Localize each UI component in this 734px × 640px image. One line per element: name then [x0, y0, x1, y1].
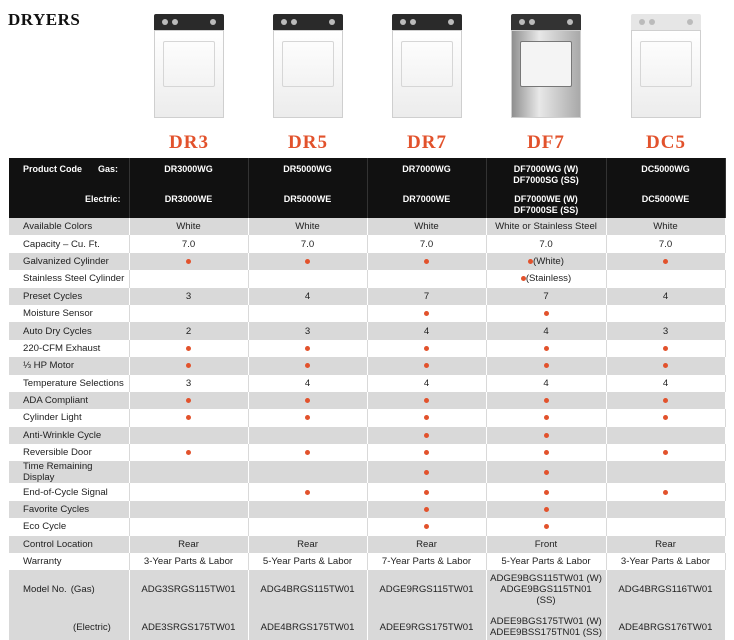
model-number-gas — [248, 570, 367, 608]
header-row-electric — [9, 188, 725, 218]
spec-value — [606, 253, 725, 270]
model-number-gas — [606, 570, 725, 608]
spec-value — [248, 409, 367, 426]
spec-value — [606, 461, 725, 483]
feature-dot-icon — [663, 415, 668, 420]
knob-icon — [281, 19, 287, 25]
code-line: ADG4BRGS115TW01 — [260, 583, 355, 595]
spec-value: 3 — [129, 375, 248, 392]
header-label — [9, 188, 129, 218]
spec-value — [129, 483, 248, 500]
door — [163, 41, 215, 87]
feature-dot-icon — [424, 311, 429, 316]
spec-value — [248, 501, 367, 518]
spec-label: End-of-Cycle Signal — [9, 483, 129, 500]
spec-value: White — [248, 218, 367, 235]
spec-label: Reversible Door — [9, 444, 129, 461]
spec-value — [129, 461, 248, 483]
code-line: DR7000WE — [402, 194, 451, 204]
spec-label: Warranty — [9, 553, 129, 570]
spec-value — [606, 357, 725, 374]
spec-row — [9, 305, 725, 322]
code-line: ADGE9BGS115TN01 (SS) — [500, 583, 592, 606]
feature-dot-icon — [186, 415, 191, 420]
spec-value: 4 — [486, 322, 606, 339]
code-line: ADG4BRGS116TW01 — [618, 583, 713, 595]
spec-value: 7.0 — [129, 235, 248, 252]
product-code-gas — [606, 158, 725, 188]
spec-value — [129, 427, 248, 444]
spec-value — [367, 483, 486, 500]
spec-label: ⅓ HP Motor — [9, 357, 129, 374]
spec-value — [486, 483, 606, 500]
spec-value — [248, 340, 367, 357]
spec-row — [9, 553, 725, 570]
code-line: ADGE9BGS115TW01 (W) — [490, 572, 602, 584]
dryer-spec-table — [9, 158, 726, 640]
product-code-label: Product Code — [23, 164, 83, 174]
product-code-gas — [248, 158, 367, 188]
feature-dot-icon — [663, 259, 668, 264]
code-line: DF7000SE (SS) — [513, 205, 579, 215]
code-line: DR3000WE — [164, 194, 213, 204]
code-line: ADG3SRGS115TW01 — [141, 583, 236, 595]
knob-icon — [400, 19, 406, 25]
spec-row — [9, 253, 725, 270]
feature-dot-icon — [305, 450, 310, 455]
product-code-electric — [606, 188, 725, 218]
spec-label: ADA Compliant — [9, 392, 129, 409]
spec-label: Eco Cycle — [9, 518, 129, 535]
spec-value — [486, 427, 606, 444]
cabinet — [631, 30, 701, 118]
product-dc5 — [607, 14, 725, 154]
spec-value — [129, 270, 248, 287]
spec-value — [606, 444, 725, 461]
electric-label: Electric: — [85, 194, 121, 204]
spec-value: White or Stainless Steel — [486, 218, 606, 235]
spec-value: 4 — [606, 375, 725, 392]
knob-icon — [410, 19, 416, 25]
spec-value: 7 — [486, 288, 606, 305]
cabinet — [392, 30, 462, 118]
spec-value — [486, 444, 606, 461]
spec-value: Rear — [129, 536, 248, 553]
product-code-gas — [129, 158, 248, 188]
spec-value — [486, 270, 606, 287]
product-name: DC5 — [646, 132, 686, 153]
feature-dot-icon — [186, 346, 191, 351]
cabinet — [511, 30, 581, 118]
spec-value — [129, 392, 248, 409]
product-code-gas — [486, 158, 606, 188]
product-code-electric — [367, 188, 486, 218]
model-number-electric — [606, 608, 725, 640]
spec-value — [367, 427, 486, 444]
feature-dot-icon — [544, 433, 549, 438]
control-panel — [392, 14, 462, 30]
spec-value: Rear — [248, 536, 367, 553]
spec-value — [606, 518, 725, 535]
product-name: DF7 — [527, 132, 565, 153]
code-line: DR3000WG — [164, 164, 213, 174]
spec-value — [606, 483, 725, 500]
knob-icon — [639, 19, 645, 25]
feature-note: (White) — [533, 255, 564, 267]
spec-label: Anti-Wrinkle Cycle — [9, 427, 129, 444]
spec-value — [486, 357, 606, 374]
model-gas-label: (Gas) — [70, 583, 95, 595]
dryer-image — [511, 14, 581, 118]
gas-label: Gas: — [98, 164, 119, 174]
code-line: DF7000WE (W) — [514, 194, 578, 204]
spec-value — [129, 340, 248, 357]
control-panel — [511, 14, 581, 30]
knob-icon — [162, 19, 168, 25]
model-number-gas — [486, 570, 606, 608]
header-row-gas — [9, 158, 725, 188]
spec-label: Temperature Selections — [9, 375, 129, 392]
spec-value — [367, 409, 486, 426]
spec-value — [248, 461, 367, 483]
feature-dot-icon — [544, 490, 549, 495]
door — [282, 41, 334, 87]
spec-value: White — [129, 218, 248, 235]
model-row-gas — [9, 570, 725, 608]
spec-value: 7-Year Parts & Labor — [367, 553, 486, 570]
product-df7 — [487, 14, 605, 154]
control-panel — [273, 14, 343, 30]
dryer-image — [631, 14, 701, 118]
product-code-electric — [486, 188, 606, 218]
dryer-image — [392, 14, 462, 118]
spec-row — [9, 235, 725, 252]
knob-icon — [519, 19, 525, 25]
spec-value: White — [367, 218, 486, 235]
code-line: ADGE9RGS115TW01 — [379, 583, 474, 595]
spec-value — [248, 518, 367, 535]
model-number-electric — [486, 608, 606, 640]
spec-label: Capacity – Cu. Ft. — [9, 235, 129, 252]
spec-value — [129, 305, 248, 322]
spec-value — [129, 253, 248, 270]
model-number-electric — [129, 608, 248, 640]
spec-value — [486, 340, 606, 357]
feature-dot-icon — [186, 398, 191, 403]
spec-row — [9, 218, 725, 235]
spec-value — [606, 427, 725, 444]
product-name: DR7 — [407, 132, 447, 153]
spec-value — [486, 392, 606, 409]
feature-dot-icon — [424, 346, 429, 351]
spec-label: Available Colors — [9, 218, 129, 235]
spec-row — [9, 357, 725, 374]
spec-value — [606, 392, 725, 409]
product-dr3 — [130, 14, 248, 154]
spec-label: Galvanized Cylinder — [9, 253, 129, 270]
feature-dot-icon — [424, 415, 429, 420]
spec-row — [9, 461, 725, 483]
spec-value: White — [606, 218, 725, 235]
feature-dot-icon — [424, 470, 429, 475]
spec-value — [486, 461, 606, 483]
spec-value — [248, 253, 367, 270]
feature-dot-icon — [663, 363, 668, 368]
feature-dot-icon — [663, 490, 668, 495]
code-line: ADE3SRGS175TW01 — [141, 621, 236, 633]
spec-row — [9, 536, 725, 553]
feature-dot-icon — [186, 259, 191, 264]
feature-dot-icon — [424, 524, 429, 529]
feature-dot-icon — [663, 398, 668, 403]
spec-value — [248, 305, 367, 322]
spec-value: 3-Year Parts & Labor — [129, 553, 248, 570]
code-line: ADE4BRGS175TW01 — [260, 621, 355, 633]
header-label — [9, 158, 129, 188]
spec-value: 3 — [606, 322, 725, 339]
spec-value — [486, 305, 606, 322]
feature-dot-icon — [544, 507, 549, 512]
spec-label: 220-CFM Exhaust — [9, 340, 129, 357]
spec-value — [248, 444, 367, 461]
knob-icon — [210, 19, 216, 25]
spec-value — [129, 501, 248, 518]
spec-row — [9, 501, 725, 518]
spec-row — [9, 270, 725, 287]
spec-value: 3 — [248, 322, 367, 339]
model-number-gas — [129, 570, 248, 608]
spec-row — [9, 427, 725, 444]
feature-dot-icon — [544, 398, 549, 403]
spec-value — [606, 305, 725, 322]
page-title: DRYERS — [8, 10, 81, 29]
door — [401, 41, 453, 87]
code-line: ADEE9BGS175TW01 (W) — [490, 616, 602, 628]
model-number-electric — [367, 608, 486, 640]
code-line: DR5000WG — [283, 164, 332, 174]
spec-value: 5-Year Parts & Labor — [248, 553, 367, 570]
product-code-electric — [248, 188, 367, 218]
cabinet — [154, 30, 224, 118]
spec-value — [248, 392, 367, 409]
spec-value: 7.0 — [248, 235, 367, 252]
spec-value — [606, 409, 725, 426]
knob-icon — [687, 19, 693, 25]
product-code-gas — [367, 158, 486, 188]
spec-value — [129, 357, 248, 374]
control-panel — [631, 14, 701, 30]
spec-value — [367, 305, 486, 322]
feature-dot-icon — [544, 311, 549, 316]
door — [640, 41, 692, 87]
model-electric-label: (Electric) — [73, 621, 111, 633]
spec-label: Stainless Steel Cylinder — [9, 270, 129, 287]
feature-dot-icon — [305, 415, 310, 420]
feature-dot-icon — [305, 490, 310, 495]
knob-icon — [448, 19, 454, 25]
spec-label: Preset Cycles — [9, 288, 129, 305]
feature-dot-icon — [424, 398, 429, 403]
spec-value — [367, 501, 486, 518]
product-code-electric — [129, 188, 248, 218]
model-label — [9, 570, 129, 608]
code-line: DC5000WE — [641, 194, 690, 204]
spec-row — [9, 444, 725, 461]
model-label — [9, 608, 129, 640]
spec-value: Rear — [367, 536, 486, 553]
feature-dot-icon — [544, 415, 549, 420]
spec-value — [367, 270, 486, 287]
product-name: DR5 — [288, 132, 328, 153]
spec-value: 7 — [367, 288, 486, 305]
feature-dot-icon — [544, 450, 549, 455]
spec-row — [9, 340, 725, 357]
spec-value: 3-Year Parts & Labor — [606, 553, 725, 570]
knob-icon — [291, 19, 297, 25]
spec-value — [367, 461, 486, 483]
spec-value — [248, 483, 367, 500]
spec-row — [9, 409, 725, 426]
feature-dot-icon — [544, 346, 549, 351]
feature-dot-icon — [424, 363, 429, 368]
spec-label: Moisture Sensor — [9, 305, 129, 322]
model-row-electric — [9, 608, 725, 640]
model-number-gas — [367, 570, 486, 608]
feature-dot-icon — [544, 363, 549, 368]
spec-value — [129, 409, 248, 426]
spec-row — [9, 322, 725, 339]
code-line: DF7000WG (W) — [513, 164, 579, 174]
spec-value — [367, 444, 486, 461]
spec-label: Favorite Cycles — [9, 501, 129, 518]
spec-label: Control Location — [9, 536, 129, 553]
spec-value — [129, 518, 248, 535]
model-no-label: Model No. — [23, 583, 67, 595]
spec-value: 4 — [248, 288, 367, 305]
spec-value — [129, 444, 248, 461]
spec-row — [9, 392, 725, 409]
spec-value: 4 — [367, 375, 486, 392]
knob-icon — [649, 19, 655, 25]
spec-value — [486, 518, 606, 535]
cabinet — [273, 30, 343, 118]
spec-row — [9, 375, 725, 392]
door — [520, 41, 572, 87]
spec-value: 7.0 — [367, 235, 486, 252]
feature-dot-icon — [305, 259, 310, 264]
code-line: DR5000WE — [283, 194, 332, 204]
spec-value: 4 — [367, 322, 486, 339]
spec-row — [9, 483, 725, 500]
spec-value: 7.0 — [486, 235, 606, 252]
spec-label: Auto Dry Cycles — [9, 322, 129, 339]
spec-row — [9, 288, 725, 305]
code-line: DR7000WG — [402, 164, 451, 174]
spec-value — [367, 518, 486, 535]
dryer-image — [273, 14, 343, 118]
model-number-electric — [248, 608, 367, 640]
spec-value: 7.0 — [606, 235, 725, 252]
spec-value: 3 — [129, 288, 248, 305]
code-line: ADE4BRGS176TW01 — [618, 621, 713, 633]
spec-value: 4 — [248, 375, 367, 392]
spec-value: 4 — [606, 288, 725, 305]
control-panel — [154, 14, 224, 30]
spec-value — [367, 340, 486, 357]
spec-value — [486, 501, 606, 518]
spec-row — [9, 518, 725, 535]
feature-dot-icon — [305, 398, 310, 403]
knob-icon — [529, 19, 535, 25]
spec-label: Time Remaining Display — [9, 461, 129, 483]
product-dr7 — [368, 14, 486, 154]
spec-value — [248, 427, 367, 444]
feature-dot-icon — [424, 507, 429, 512]
spec-value: 2 — [129, 322, 248, 339]
feature-dot-icon — [424, 450, 429, 455]
spec-value — [486, 253, 606, 270]
feature-dot-icon — [186, 450, 191, 455]
code-line: DF7000SG (SS) — [513, 175, 579, 185]
feature-dot-icon — [186, 363, 191, 368]
feature-dot-icon — [663, 346, 668, 351]
spec-value — [367, 392, 486, 409]
feature-dot-icon — [424, 259, 429, 264]
feature-dot-icon — [424, 490, 429, 495]
spec-value — [486, 409, 606, 426]
spec-value — [367, 253, 486, 270]
knob-icon — [172, 19, 178, 25]
spec-value: 4 — [486, 375, 606, 392]
spec-value: Front — [486, 536, 606, 553]
dryer-image — [154, 14, 224, 118]
code-line: ADEE9BSS175TN01 (SS) — [490, 627, 602, 639]
spec-value — [248, 357, 367, 374]
feature-dot-icon — [305, 346, 310, 351]
feature-dot-icon — [544, 524, 549, 529]
feature-dot-icon — [424, 433, 429, 438]
knob-icon — [329, 19, 335, 25]
spec-value — [248, 270, 367, 287]
spec-value: Rear — [606, 536, 725, 553]
spec-value — [367, 357, 486, 374]
knob-icon — [567, 19, 573, 25]
spec-value: 5-Year Parts & Labor — [486, 553, 606, 570]
spec-value — [606, 270, 725, 287]
spec-value — [606, 501, 725, 518]
spec-value — [606, 340, 725, 357]
spec-label: Cylinder Light — [9, 409, 129, 426]
code-line: ADEE9RGS175TW01 — [379, 621, 474, 633]
feature-dot-icon — [663, 450, 668, 455]
feature-dot-icon — [544, 470, 549, 475]
feature-dot-icon — [305, 363, 310, 368]
product-name: DR3 — [169, 132, 209, 153]
code-line: DC5000WG — [641, 164, 690, 174]
feature-note: (Stainless) — [525, 273, 572, 285]
product-dr5 — [249, 14, 367, 154]
